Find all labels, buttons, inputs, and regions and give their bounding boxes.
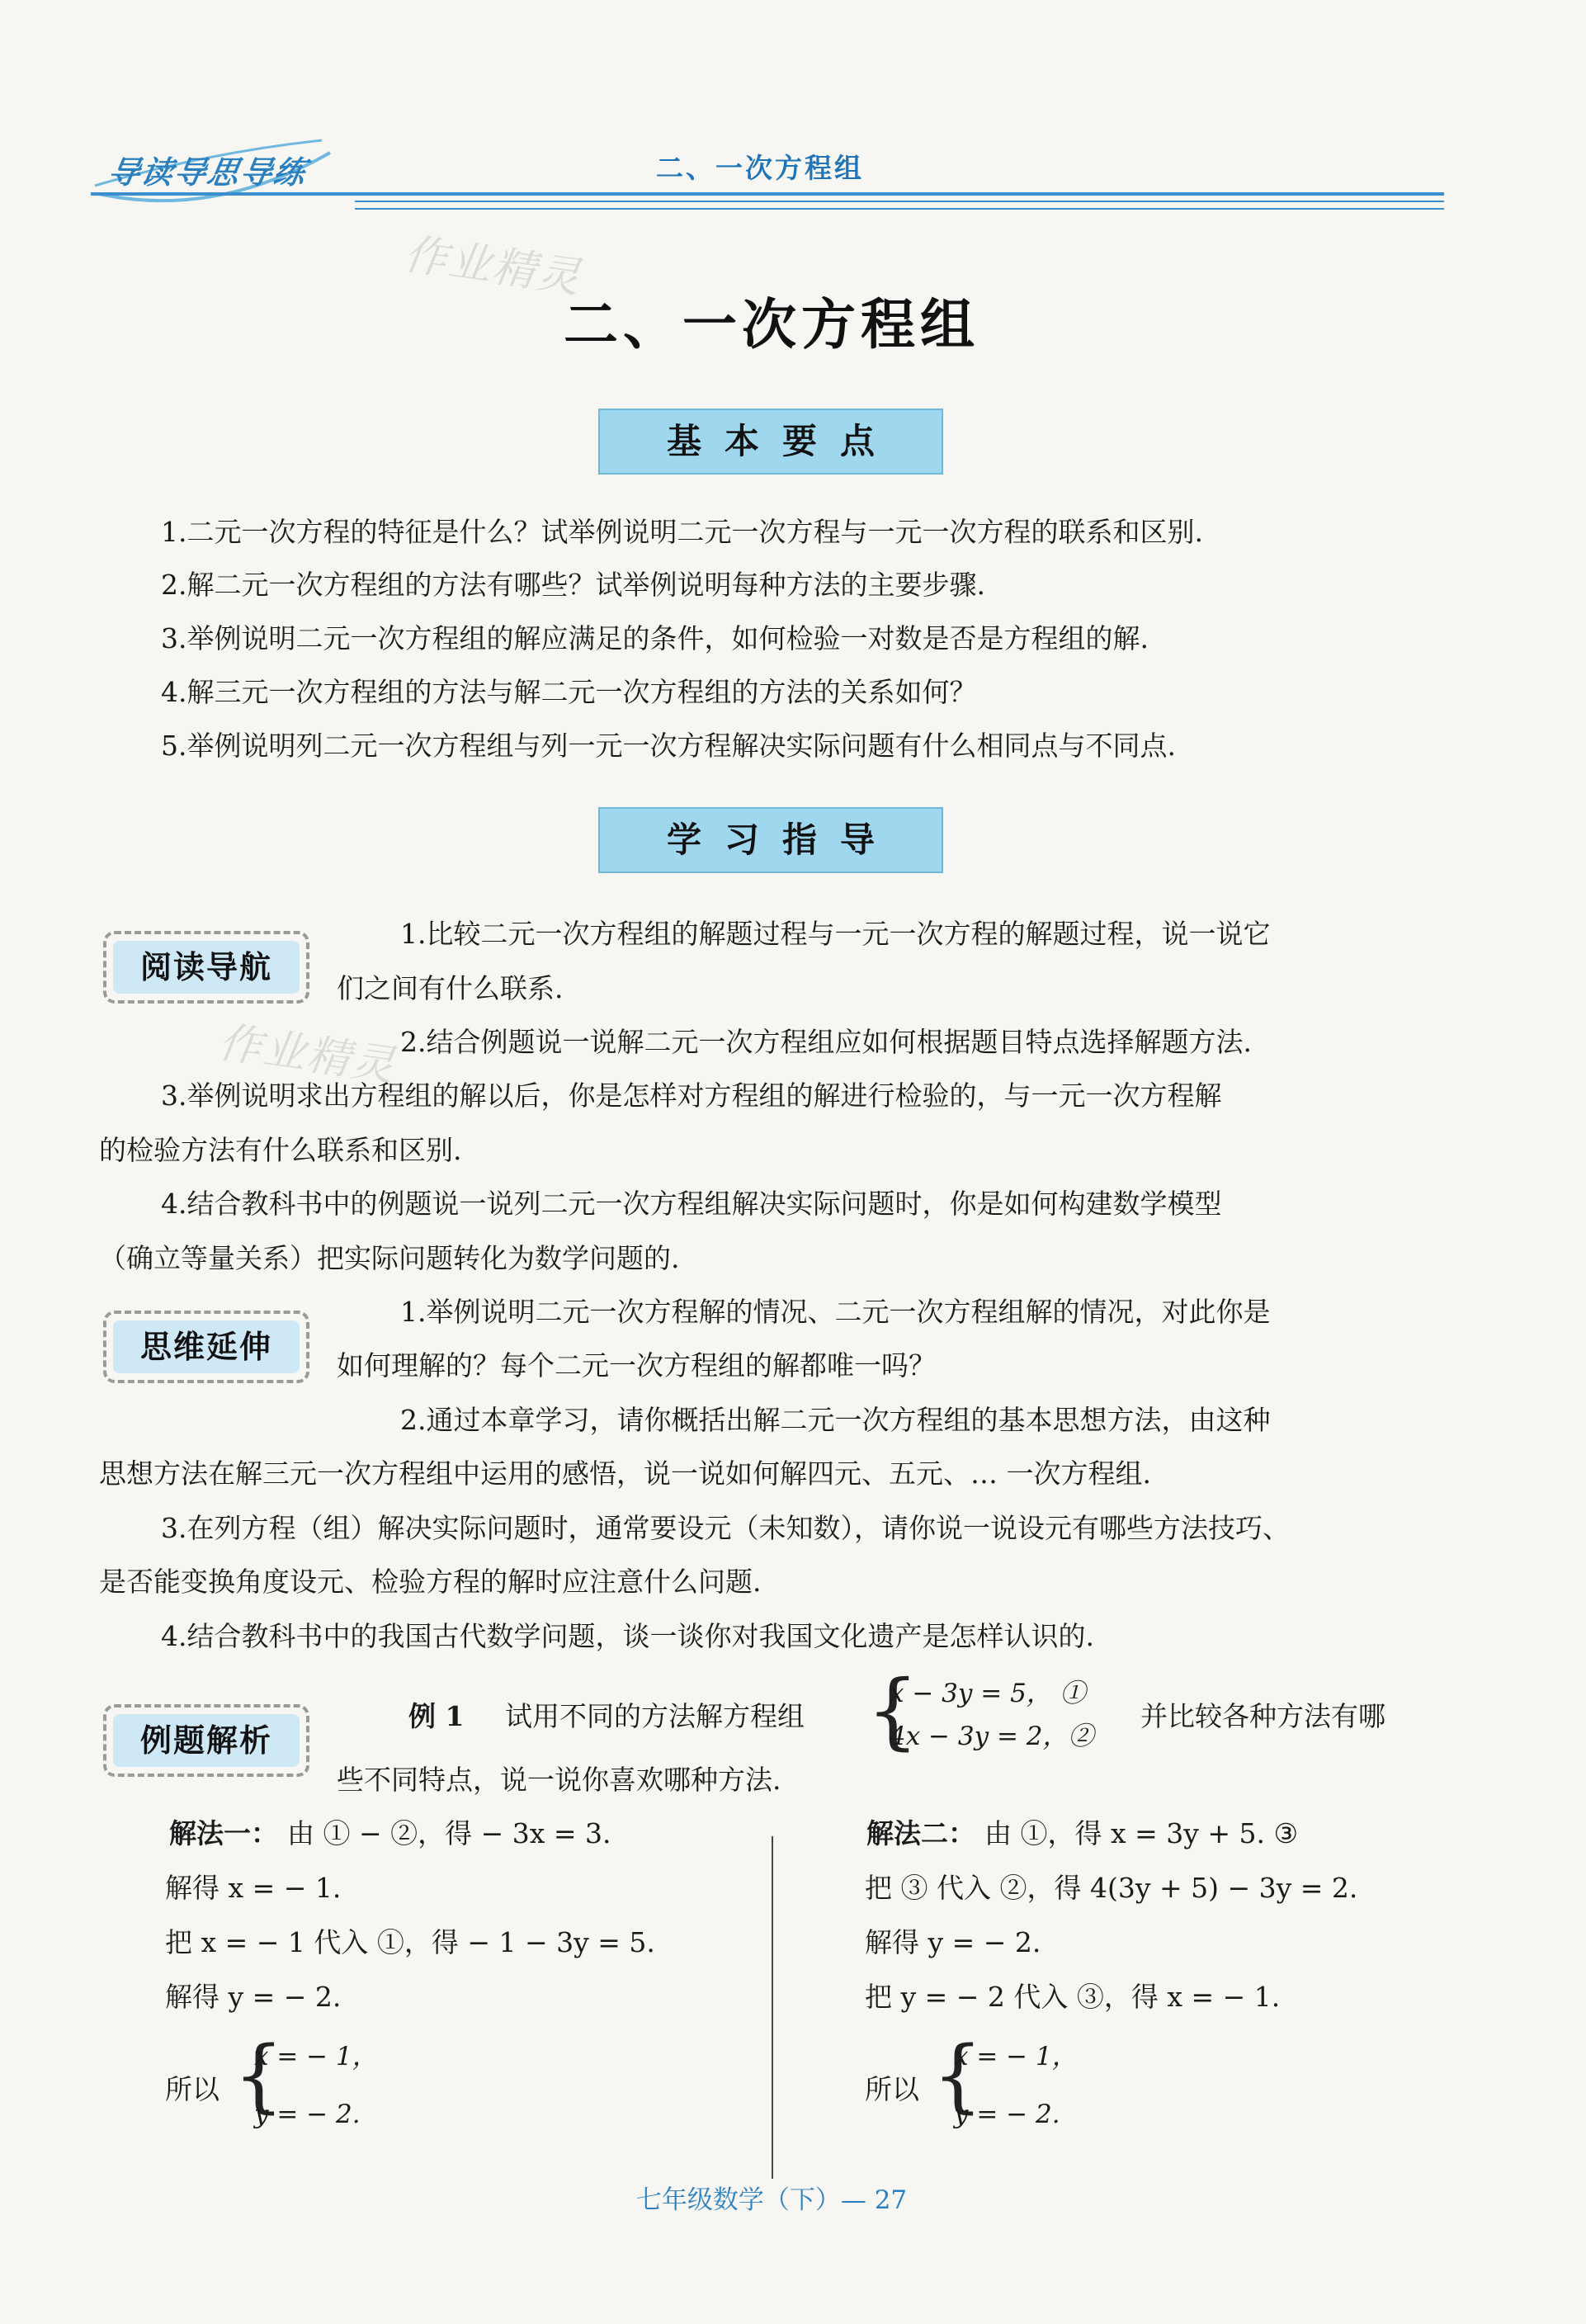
example-intro: 试用不同的方法解方程组 [505, 1700, 805, 1732]
method-1-line: 把 x = − 1 代入 ①，得 − 1 − 3y = 5. [165, 1926, 655, 1958]
example-label: 例 1 [408, 1700, 465, 1732]
paragraph-line: 1.举例说明二元一次方程解的情况、二元一次方程组解的情况，对此你是 [400, 1296, 1271, 1328]
header-rule [355, 201, 1444, 202]
thinking-extension-tag [103, 1311, 309, 1383]
method-1-so: 所以 [165, 2073, 219, 2105]
watermark: 作业精灵 [215, 1018, 399, 1092]
page-title: 二、一次方程组 [564, 293, 979, 357]
result-x: x = − 1， [254, 2042, 378, 2071]
paragraph-line: 3.举例说明求出方程组的解以后，你是怎样对方程组的解进行检验的，与一元一次方程解 [161, 1079, 1222, 1112]
page-footer: 七年级数学（下）— 27 [635, 2185, 908, 2215]
paragraph-line: 是否能变换角度设元、检验方程的解时应注意什么问题. [99, 1566, 762, 1598]
paragraph-line: （确立等量关系）把实际问题转化为数学问题的. [99, 1242, 680, 1274]
section-heading: 基本要点 [598, 409, 943, 475]
paragraph-line: 2.结合例题说一说解二元一次方程组应如何根据题目特点选择解题方法. [400, 1026, 1252, 1058]
list-item: 3.举例说明二元一次方程组的解应满足的条件，如何检验一对数是否是方程组的解. [161, 622, 1149, 654]
paragraph-line: 如何理解的？每个二元一次方程组的解都唯一吗？ [337, 1349, 936, 1382]
result-y: y = − 2. [954, 2100, 1060, 2129]
method-2-title: 解法二： [866, 1817, 975, 1849]
left-brace: { [932, 2029, 984, 2122]
tag-label: 思维延伸 [113, 1320, 300, 1373]
result-x: x = − 1， [954, 2042, 1078, 2071]
left-brace: { [234, 2029, 285, 2122]
method-2-line: 解得 y = − 2. [865, 1926, 1041, 1958]
paragraph-line: 1.比较二元一次方程组的解题过程与一元一次方程的解题过程，说一说它 [400, 918, 1271, 950]
list-item: 2.解二元一次方程组的方法有哪些？试举例说明每种方法的主要步骤. [161, 569, 985, 601]
example-intro-cont: 并比较各种方法有哪 [1140, 1700, 1385, 1732]
method-1-line: 解得 x = − 1. [165, 1872, 342, 1904]
paragraph-line: 2.通过本章学习，请你概括出解二元一次方程组的基本思想方法，由这种 [400, 1404, 1271, 1436]
paragraph-line: 们之间有什么联系. [337, 972, 564, 1004]
method-1-line: 由 ① − ②，得 − 3x = 3. [287, 1817, 611, 1849]
paragraph-line: 4.结合教科书中的我国古代数学问题，谈一谈你对我国文化遗产是怎样认识的. [161, 1620, 1094, 1652]
header-rule [91, 192, 1444, 196]
paragraph-line: 3.在列方程（组）解决实际问题时，通常要设元（未知数），请你说一说设元有哪些方法技巧、 [161, 1512, 1290, 1544]
list-item: 5.举例说明列二元一次方程组与列一元一次方程解决实际问题有什么相同点与不同点. [161, 730, 1176, 762]
paragraph-line: 的检验方法有什么联系和区别. [99, 1134, 462, 1166]
equation-1: x − 3y = 5， ① [890, 1679, 1086, 1708]
paragraph-line: 4.结合教科书中的例题说一说列二元一次方程组解决实际问题时，你是如何构建数学模型 [161, 1188, 1222, 1220]
list-item: 4.解三元一次方程组的方法与解二元一次方程组的方法的关系如何？ [161, 676, 977, 708]
method-2-line: 把 ③ 代入 ②，得 4(3y + 5) − 3y = 2. [865, 1872, 1358, 1904]
method-2-so: 所以 [865, 2073, 919, 2105]
watermark: 作业精灵 [401, 229, 585, 304]
publisher-logo: 导读导思导练 [105, 154, 310, 191]
equation-2: 4x − 3y = 2，② [890, 1722, 1094, 1751]
section-heading: 学习指导 [598, 807, 943, 873]
list-item: 1.二元一次方程的特征是什么？试举例说明二元一次方程与一元一次方程的联系和区别. [161, 516, 1203, 548]
tag-label: 阅读导航 [113, 941, 300, 994]
method-1-title: 解法一： [169, 1817, 278, 1849]
method-2-line: 由 ①，得 x = 3y + 5. ③ [984, 1817, 1299, 1849]
method-1-line: 解得 y = − 2. [165, 1981, 342, 2013]
result-y: y = − 2. [254, 2100, 361, 2129]
example-analysis-tag [103, 1704, 309, 1777]
reading-guide-tag [103, 931, 309, 1004]
column-divider [772, 1836, 773, 2179]
left-brace: { [866, 1662, 919, 1759]
header-rule [355, 208, 1444, 210]
tag-label: 例题解析 [113, 1714, 300, 1767]
example-intro-line2: 些不同特点，说一说你喜欢哪种方法. [337, 1764, 781, 1796]
running-title: 二、一次方程组 [656, 152, 864, 184]
paragraph-line: 思想方法在解三元一次方程组中运用的感悟，说一说如何解四元、五元、… 一次方程组. [99, 1457, 1151, 1490]
method-2-line: 把 y = − 2 代入 ③，得 x = − 1. [865, 1981, 1281, 2013]
